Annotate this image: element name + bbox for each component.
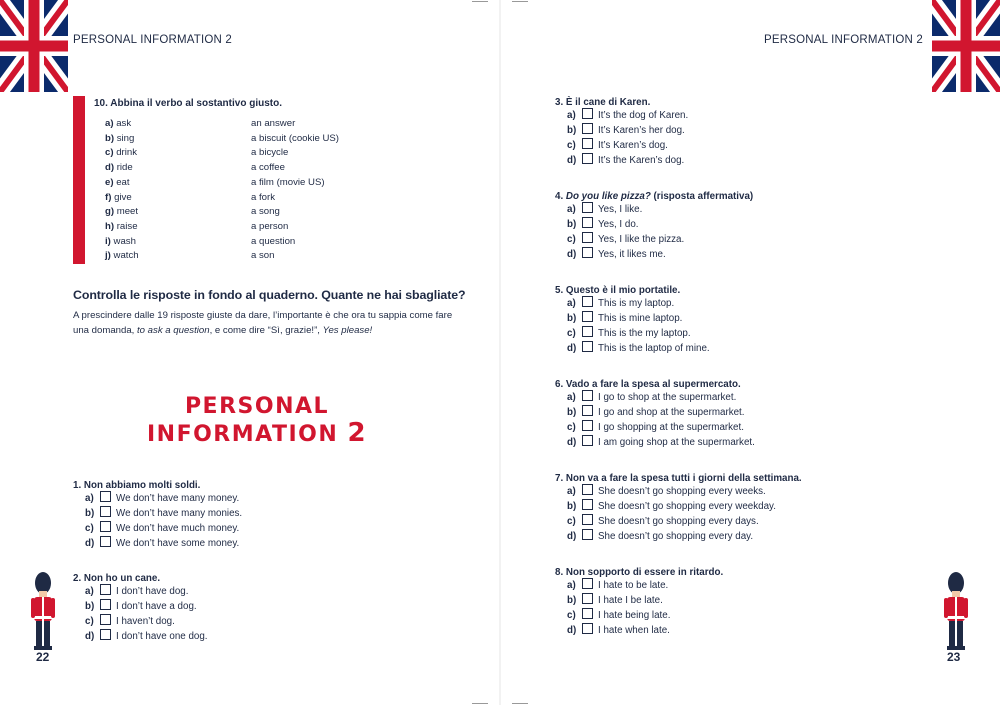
- question: 7. Non va a fare la spesa tutti i giorni della settimana. a) She doesn’t go shopping every weeks. b) She doesn’t go shopping every weekday. c) She doesn’t go shopping every days. d) She doesn’t go shopping every day.: [555, 473, 802, 542]
- match-row: g) meet a song: [105, 206, 280, 218]
- option[interactable]: a) It’s the dog of Karen.: [567, 110, 689, 121]
- option[interactable]: d) It’s the Karen’s dog.: [567, 155, 685, 166]
- checkbox[interactable]: [100, 491, 111, 502]
- checkbox[interactable]: [100, 506, 111, 517]
- match-row: h) raise a person: [105, 220, 289, 232]
- option[interactable]: b) This is mine laptop.: [567, 313, 683, 324]
- checkbox[interactable]: [582, 529, 593, 540]
- option[interactable]: d) I hate when late.: [567, 625, 670, 636]
- checkbox[interactable]: [582, 232, 593, 243]
- checkbox[interactable]: [582, 390, 593, 401]
- checkbox[interactable]: [100, 599, 111, 610]
- checkbox[interactable]: [582, 202, 593, 213]
- checkbox[interactable]: [100, 584, 111, 595]
- option[interactable]: a) This is my laptop.: [567, 298, 675, 309]
- match-row: d) ride a coffee: [105, 162, 285, 174]
- option[interactable]: d) She doesn’t go shopping every day.: [567, 531, 754, 542]
- option[interactable]: a) I go to shop at the supermarket.: [567, 392, 737, 403]
- option[interactable]: c) I go shopping at the supermarket.: [567, 422, 744, 433]
- match-row: b) sing a biscuit (cookie US): [105, 132, 339, 144]
- option[interactable]: b) I hate I be late.: [567, 595, 663, 606]
- section-title: PERSONAL INFORMATION 2: [146, 394, 368, 448]
- checkbox[interactable]: [582, 138, 593, 149]
- checkbox[interactable]: [582, 153, 593, 164]
- checkbox[interactable]: [582, 247, 593, 258]
- checkbox[interactable]: [582, 311, 593, 322]
- match-row: j) watch a son: [105, 250, 275, 262]
- option[interactable]: a) I hate to be late.: [567, 580, 669, 591]
- royal-guard-icon: [943, 572, 969, 650]
- option[interactable]: c) She doesn’t go shopping every days.: [567, 516, 759, 527]
- checkbox[interactable]: [582, 514, 593, 525]
- checkbox[interactable]: [582, 217, 593, 228]
- option[interactable]: d) We don’t have some money.: [85, 538, 240, 549]
- checkbox[interactable]: [100, 629, 111, 640]
- option[interactable]: b) Yes, I do.: [567, 219, 639, 230]
- option[interactable]: a) She doesn’t go shopping every weeks.: [567, 486, 766, 497]
- option[interactable]: c) This is the my laptop.: [567, 328, 691, 339]
- checkbox[interactable]: [582, 123, 593, 134]
- question: 8. Non sopporto di essere in ritardo. a) I hate to be late. b) I hate I be late. c) I hate being late. d) I hate when late.: [555, 567, 724, 636]
- option[interactable]: c) It’s Karen’s dog.: [567, 140, 668, 151]
- intro-paragraph: A prescindere dalle 19 risposte giuste da dare, l’importante è che ora tu sappia come fare una domanda, to ask a question, e come dire “Sì, grazie!”, Yes please!: [73, 310, 453, 336]
- option[interactable]: b) She doesn’t go shopping every weekday.: [567, 501, 776, 512]
- exercise-title: 10. Abbina il verbo al sostantivo giusto.: [94, 98, 282, 109]
- checkbox[interactable]: [582, 623, 593, 634]
- option[interactable]: c) We don’t have much money.: [85, 523, 240, 534]
- question: 5. Questo è il mio portatile. a) This is my laptop. b) This is mine laptop. c) This is the my laptop. d) This is the laptop of mine.: [555, 285, 710, 354]
- checkbox[interactable]: [100, 536, 111, 547]
- exercise-accent-bar: [73, 96, 85, 264]
- option[interactable]: b) I don’t have a dog.: [85, 601, 197, 612]
- match-row: i) wash a question: [105, 235, 296, 247]
- question: 4. Do you like pizza? (risposta affermativa) a) Yes, I like. b) Yes, I do. c) Yes, I like the pizza. d) Yes, it likes me.: [555, 191, 754, 260]
- union-jack-icon: [932, 0, 1000, 92]
- checkbox[interactable]: [582, 108, 593, 119]
- exercise-10: [73, 96, 373, 266]
- option[interactable]: d) Yes, it likes me.: [567, 249, 666, 260]
- option[interactable]: a) We don’t have many money.: [85, 493, 240, 504]
- running-header: PERSONAL INFORMATION 2: [763, 34, 923, 46]
- checkbox[interactable]: [100, 614, 111, 625]
- option[interactable]: d) I am going shop at the supermarket.: [567, 437, 755, 448]
- question: 1. Non abbiamo molti soldi. a) We don’t have many money. b) We don’t have many monies. c) We don’t have much money. d) We don’t have some money.: [73, 480, 243, 549]
- match-row: c) drink a bicycle: [105, 147, 289, 159]
- option[interactable]: d) This is the laptop of mine.: [567, 343, 710, 354]
- check-answers-heading: Controlla le risposte in fondo al quaderno. Quante ne hai sbagliate?: [73, 288, 466, 302]
- option[interactable]: b) We don’t have many monies.: [85, 508, 243, 519]
- page-number: 23: [947, 650, 961, 664]
- option[interactable]: a) I don’t have dog.: [85, 586, 189, 597]
- option[interactable]: b) I go and shop at the supermarket.: [567, 407, 745, 418]
- checkbox[interactable]: [582, 341, 593, 352]
- checkbox[interactable]: [582, 405, 593, 416]
- checkbox[interactable]: [582, 608, 593, 619]
- checkbox[interactable]: [582, 296, 593, 307]
- match-row: a) ask an answer: [105, 118, 296, 129]
- royal-guard-icon: [30, 572, 56, 650]
- option[interactable]: d) I don’t have one dog.: [85, 631, 208, 642]
- union-jack-icon: [0, 0, 68, 92]
- checkbox[interactable]: [100, 521, 111, 532]
- option[interactable]: c) I haven’t dog.: [85, 616, 175, 627]
- checkbox[interactable]: [582, 578, 593, 589]
- option[interactable]: c) Yes, I like the pizza.: [567, 234, 685, 245]
- checkbox[interactable]: [582, 593, 593, 604]
- match-row: e) eat a film (movie US): [105, 176, 325, 188]
- option[interactable]: a) Yes, I like.: [567, 204, 643, 215]
- question: 2. Non ho un cane. a) I don’t have dog. b) I don’t have a dog. c) I haven’t dog. d) I don’t have one dog.: [73, 573, 208, 642]
- right-page: [500, 0, 1000, 705]
- question: 6. Vado a fare la spesa al supermercato. a) I go to shop at the supermarket. b) I go and shop at the supermarket. c) I go shopping at the supermarket. d) I am going shop at the supermarket.: [555, 379, 755, 448]
- match-row: f) give a fork: [105, 191, 275, 203]
- option[interactable]: b) It’s Karen’s her dog.: [567, 125, 685, 136]
- question: 3. È il cane di Karen. a) It’s the dog of Karen. b) It’s Karen’s her dog. c) It’s Karen’s dog. d) It’s the Karen’s dog.: [555, 97, 689, 166]
- page-number: 22: [36, 650, 50, 664]
- checkbox[interactable]: [582, 326, 593, 337]
- checkbox[interactable]: [582, 484, 593, 495]
- checkbox[interactable]: [582, 435, 593, 446]
- option[interactable]: c) I hate being late.: [567, 610, 671, 621]
- running-header: PERSONAL INFORMATION 2: [73, 34, 233, 46]
- checkbox[interactable]: [582, 420, 593, 431]
- checkbox[interactable]: [582, 499, 593, 510]
